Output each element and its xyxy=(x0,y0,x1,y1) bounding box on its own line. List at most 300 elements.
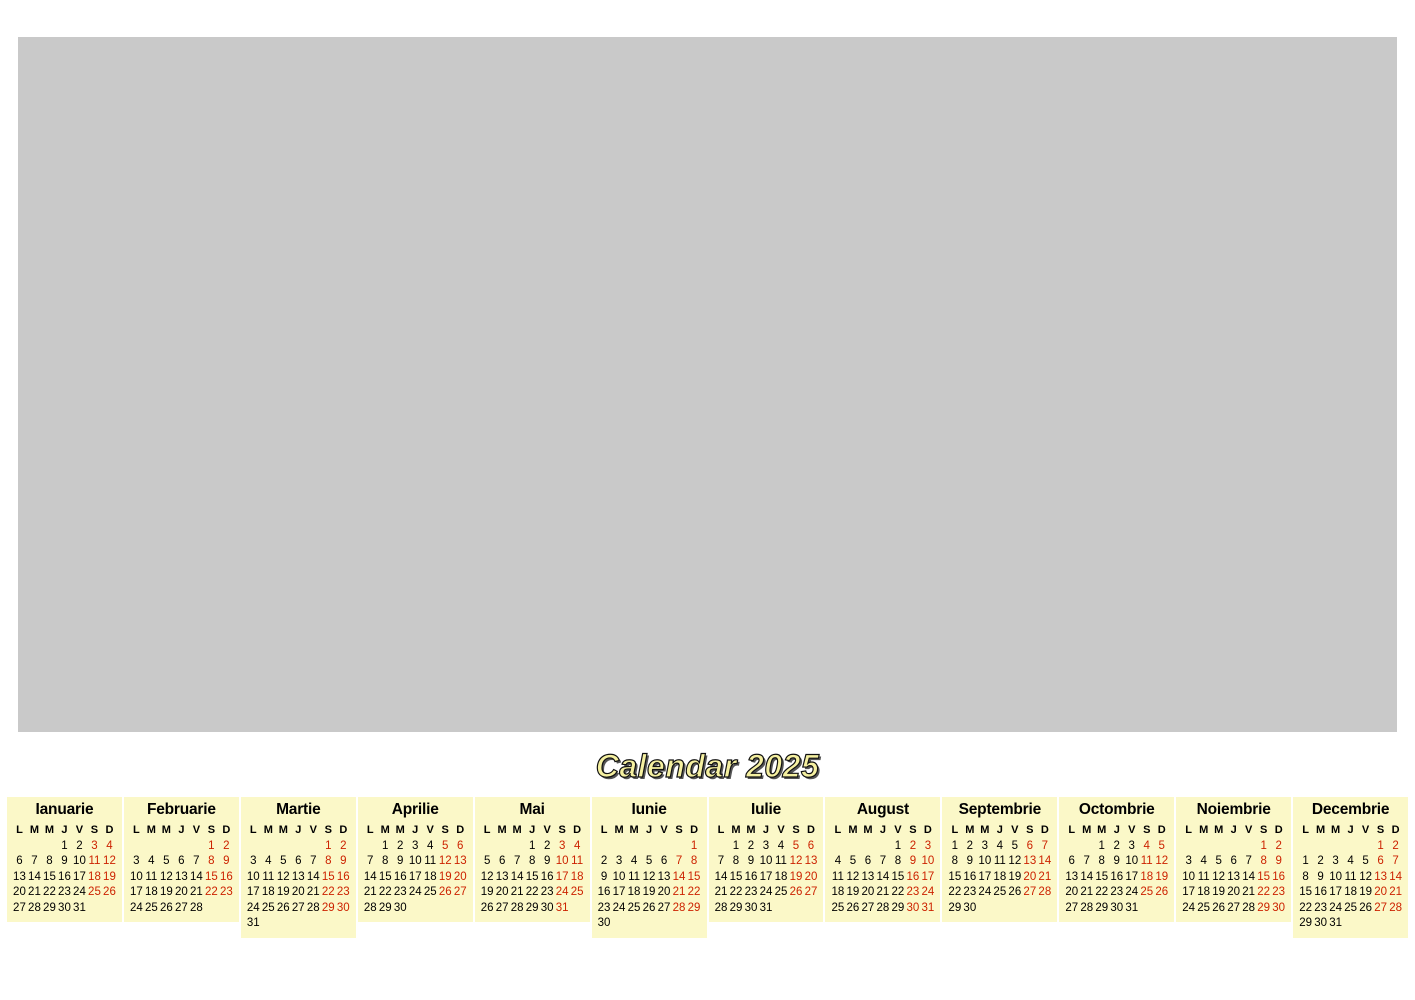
day-cell[interactable]: 5 xyxy=(645,855,653,867)
day-cell[interactable]: 2 xyxy=(909,839,917,852)
day-cell[interactable]: 19 xyxy=(1008,870,1022,883)
day-cell[interactable]: 1 xyxy=(208,839,215,852)
day-cell[interactable]: 29 xyxy=(891,901,905,914)
day-cell[interactable]: 19 xyxy=(276,886,290,898)
day-cell[interactable]: 2 xyxy=(600,855,608,867)
day-cell[interactable]: 12 xyxy=(789,855,803,867)
day-cell[interactable]: 8 xyxy=(690,855,698,867)
day-cell[interactable]: 28 xyxy=(28,901,41,914)
day-cell[interactable]: 22 xyxy=(729,886,743,898)
day-cell[interactable]: 18 xyxy=(774,870,788,883)
day-cell[interactable]: 6 xyxy=(864,855,872,867)
day-cell[interactable]: 26 xyxy=(480,901,494,914)
day-cell[interactable]: 5 xyxy=(1158,839,1165,852)
day-cell[interactable]: 20 xyxy=(1227,886,1241,898)
day-cell[interactable]: 9 xyxy=(223,855,230,867)
day-cell[interactable]: 23 xyxy=(1314,901,1327,914)
day-cell[interactable]: 22 xyxy=(204,886,218,898)
day-cell[interactable]: 16 xyxy=(906,870,920,883)
day-cell[interactable]: 6 xyxy=(457,839,464,852)
day-cell[interactable]: 15 xyxy=(687,870,701,883)
day-cell[interactable]: 16 xyxy=(540,870,554,883)
day-cell[interactable]: 17 xyxy=(555,870,569,883)
day-cell[interactable]: 13 xyxy=(13,870,26,883)
day-cell[interactable]: 28 xyxy=(876,901,890,914)
day-cell[interactable]: 9 xyxy=(61,855,68,867)
day-cell[interactable]: 28 xyxy=(1038,886,1052,898)
day-cell[interactable]: 6 xyxy=(807,839,815,852)
day-cell[interactable]: 17 xyxy=(978,870,992,883)
day-cell[interactable]: 20 xyxy=(1065,886,1079,898)
day-cell[interactable]: 2 xyxy=(1113,839,1120,852)
day-cell[interactable]: 29 xyxy=(948,901,962,914)
day-cell[interactable]: 27 xyxy=(657,901,671,914)
day-cell[interactable]: 9 xyxy=(600,870,608,883)
day-cell[interactable]: 13 xyxy=(861,870,875,883)
day-cell[interactable]: 22 xyxy=(687,886,701,898)
day-cell[interactable]: 7 xyxy=(675,855,683,867)
day-cell[interactable]: 19 xyxy=(159,886,173,898)
day-cell[interactable]: 8 xyxy=(528,855,536,867)
day-cell[interactable]: 22 xyxy=(525,886,539,898)
day-cell[interactable]: 29 xyxy=(378,901,392,914)
day-cell[interactable]: 22 xyxy=(43,886,56,898)
day-cell[interactable]: 4 xyxy=(1143,839,1150,852)
day-cell[interactable]: 12 xyxy=(1155,855,1169,867)
day-cell[interactable]: 5 xyxy=(280,855,287,867)
day-cell[interactable]: 26 xyxy=(642,901,656,914)
day-cell[interactable]: 25 xyxy=(1197,901,1211,914)
day-cell[interactable]: 10 xyxy=(978,855,992,867)
day-cell[interactable]: 20 xyxy=(1374,886,1387,898)
day-cell[interactable]: 9 xyxy=(1113,855,1120,867)
day-cell[interactable]: 18 xyxy=(144,886,158,898)
day-cell[interactable]: 6 xyxy=(1026,839,1034,852)
day-cell[interactable]: 2 xyxy=(397,839,404,852)
day-cell[interactable]: 13 xyxy=(174,870,188,883)
day-cell[interactable]: 30 xyxy=(393,901,407,914)
day-cell[interactable]: 29 xyxy=(321,901,335,914)
day-cell[interactable]: 26 xyxy=(1155,886,1169,898)
day-cell[interactable]: 20 xyxy=(1023,870,1037,883)
day-cell[interactable]: 18 xyxy=(1140,870,1154,883)
day-cell[interactable]: 21 xyxy=(306,886,320,898)
day-cell[interactable]: 15 xyxy=(204,870,218,883)
day-cell[interactable]: 8 xyxy=(382,855,389,867)
day-cell[interactable]: 7 xyxy=(513,855,521,867)
day-cell[interactable]: 18 xyxy=(627,886,641,898)
day-cell[interactable]: 12 xyxy=(480,870,494,883)
day-cell[interactable]: 12 xyxy=(642,870,656,883)
day-cell[interactable]: 15 xyxy=(43,870,56,883)
day-cell[interactable]: 29 xyxy=(729,901,743,914)
day-cell[interactable]: 18 xyxy=(423,870,437,883)
day-cell[interactable]: 16 xyxy=(58,870,71,883)
day-cell[interactable]: 24 xyxy=(1182,901,1196,914)
day-cell[interactable]: 26 xyxy=(159,901,173,914)
day-cell[interactable]: 20 xyxy=(174,886,188,898)
day-cell[interactable]: 30 xyxy=(906,901,920,914)
day-cell[interactable]: 17 xyxy=(612,886,626,898)
day-cell[interactable]: 1 xyxy=(1260,839,1267,852)
day-cell[interactable]: 1 xyxy=(732,839,740,852)
day-cell[interactable]: 24 xyxy=(129,901,143,914)
day-cell[interactable]: 9 xyxy=(1317,870,1324,883)
day-cell[interactable]: 22 xyxy=(1257,886,1271,898)
day-cell[interactable]: 19 xyxy=(103,870,116,883)
day-cell[interactable]: 10 xyxy=(129,870,143,883)
day-cell[interactable]: 12 xyxy=(1212,870,1226,883)
day-cell[interactable]: 4 xyxy=(834,855,842,867)
day-cell[interactable]: 23 xyxy=(393,886,407,898)
day-cell[interactable]: 27 xyxy=(1023,886,1037,898)
day-cell[interactable]: 26 xyxy=(1212,901,1226,914)
day-cell[interactable]: 25 xyxy=(774,886,788,898)
day-cell[interactable]: 29 xyxy=(43,901,56,914)
day-cell[interactable]: 20 xyxy=(453,870,467,883)
day-cell[interactable]: 10 xyxy=(1125,855,1139,867)
day-cell[interactable]: 7 xyxy=(31,855,38,867)
day-cell[interactable]: 22 xyxy=(321,886,335,898)
day-cell[interactable]: 22 xyxy=(891,886,905,898)
day-cell[interactable]: 25 xyxy=(1140,886,1154,898)
day-cell[interactable]: 1 xyxy=(1098,839,1105,852)
day-cell[interactable]: 18 xyxy=(1197,886,1211,898)
day-cell[interactable]: 9 xyxy=(543,855,551,867)
day-cell[interactable]: 17 xyxy=(129,886,143,898)
day-cell[interactable]: 26 xyxy=(1008,886,1022,898)
day-cell[interactable]: 15 xyxy=(891,870,905,883)
day-cell[interactable]: 18 xyxy=(993,870,1007,883)
day-cell[interactable]: 3 xyxy=(91,839,98,852)
day-cell[interactable]: 9 xyxy=(966,855,974,867)
day-cell[interactable]: 9 xyxy=(909,855,917,867)
day-cell[interactable]: 11 xyxy=(775,855,787,867)
day-cell[interactable]: 14 xyxy=(876,870,890,883)
day-cell[interactable]: 25 xyxy=(570,886,584,898)
day-cell[interactable]: 12 xyxy=(846,870,860,883)
day-cell[interactable]: 27 xyxy=(291,901,305,914)
day-cell[interactable]: 30 xyxy=(744,901,758,914)
day-cell[interactable]: 1 xyxy=(894,839,902,852)
day-cell[interactable]: 23 xyxy=(219,886,233,898)
day-cell[interactable]: 14 xyxy=(363,870,377,883)
day-cell[interactable]: 11 xyxy=(628,870,641,883)
day-cell[interactable]: 24 xyxy=(921,886,935,898)
day-cell[interactable]: 24 xyxy=(555,886,569,898)
day-cell[interactable]: 22 xyxy=(948,886,962,898)
day-cell[interactable]: 2 xyxy=(76,839,83,852)
day-cell[interactable]: 7 xyxy=(1245,855,1252,867)
day-cell[interactable]: 15 xyxy=(1299,886,1312,898)
day-cell[interactable]: 14 xyxy=(714,870,728,883)
day-cell[interactable]: 7 xyxy=(1392,855,1399,867)
day-cell[interactable]: 8 xyxy=(46,855,53,867)
day-cell[interactable]: 23 xyxy=(963,886,977,898)
day-cell[interactable]: 6 xyxy=(1377,855,1384,867)
day-cell[interactable]: 21 xyxy=(1242,886,1256,898)
day-cell[interactable]: 12 xyxy=(1359,870,1372,883)
day-cell[interactable]: 30 xyxy=(963,901,977,914)
day-cell[interactable]: 8 xyxy=(894,855,902,867)
day-cell[interactable]: 26 xyxy=(276,901,290,914)
day-cell[interactable]: 3 xyxy=(924,839,932,852)
day-cell[interactable]: 7 xyxy=(310,855,317,867)
day-cell[interactable]: 4 xyxy=(148,855,155,867)
day-cell[interactable]: 18 xyxy=(88,870,101,883)
day-cell[interactable]: 16 xyxy=(1272,870,1286,883)
day-cell[interactable]: 8 xyxy=(208,855,215,867)
day-cell[interactable]: 15 xyxy=(321,870,335,883)
day-cell[interactable]: 13 xyxy=(1374,870,1387,883)
day-cell[interactable]: 3 xyxy=(762,839,770,852)
day-cell[interactable]: 21 xyxy=(672,886,686,898)
day-cell[interactable]: 23 xyxy=(336,886,350,898)
day-cell[interactable]: 3 xyxy=(981,839,989,852)
day-cell[interactable]: 2 xyxy=(747,839,755,852)
day-cell[interactable]: 14 xyxy=(1389,870,1402,883)
day-cell[interactable]: 24 xyxy=(73,886,86,898)
day-cell[interactable]: 21 xyxy=(363,886,377,898)
day-cell[interactable]: 22 xyxy=(1095,886,1109,898)
day-cell[interactable]: 24 xyxy=(1125,886,1139,898)
day-cell[interactable]: 17 xyxy=(246,886,260,898)
day-cell[interactable]: 10 xyxy=(73,855,86,867)
day-cell[interactable]: 19 xyxy=(480,886,494,898)
day-cell[interactable]: 8 xyxy=(1098,855,1105,867)
day-cell[interactable]: 5 xyxy=(792,839,800,852)
day-cell[interactable]: 29 xyxy=(1095,901,1109,914)
day-cell[interactable]: 20 xyxy=(804,870,818,883)
day-cell[interactable]: 12 xyxy=(103,855,116,867)
day-cell[interactable]: 23 xyxy=(744,886,758,898)
day-cell[interactable]: 11 xyxy=(1140,855,1153,867)
day-cell[interactable]: 9 xyxy=(397,855,404,867)
day-cell[interactable]: 7 xyxy=(717,855,725,867)
day-cell[interactable]: 16 xyxy=(336,870,350,883)
day-cell[interactable]: 15 xyxy=(1095,870,1109,883)
day-cell[interactable]: 27 xyxy=(1374,901,1387,914)
day-cell[interactable]: 15 xyxy=(378,870,392,883)
day-cell[interactable]: 29 xyxy=(1257,901,1271,914)
day-cell[interactable]: 1 xyxy=(1377,839,1384,852)
day-cell[interactable]: 20 xyxy=(495,886,509,898)
day-cell[interactable]: 24 xyxy=(978,886,992,898)
day-cell[interactable]: 25 xyxy=(993,886,1007,898)
day-cell[interactable]: 4 xyxy=(777,839,785,852)
day-cell[interactable]: 27 xyxy=(13,901,26,914)
day-cell[interactable]: 19 xyxy=(1359,886,1372,898)
day-cell[interactable]: 14 xyxy=(28,870,41,883)
day-cell[interactable]: 6 xyxy=(16,855,23,867)
day-cell[interactable]: 15 xyxy=(525,870,539,883)
day-cell[interactable]: 8 xyxy=(325,855,332,867)
day-cell[interactable]: 10 xyxy=(246,870,260,883)
day-cell[interactable]: 15 xyxy=(1257,870,1271,883)
day-cell[interactable]: 14 xyxy=(1242,870,1256,883)
day-cell[interactable]: 28 xyxy=(363,901,377,914)
day-cell[interactable]: 22 xyxy=(378,886,392,898)
day-cell[interactable]: 5 xyxy=(442,839,449,852)
day-cell[interactable]: 23 xyxy=(597,901,611,914)
day-cell[interactable]: 24 xyxy=(408,886,422,898)
day-cell[interactable]: 20 xyxy=(291,886,305,898)
day-cell[interactable]: 20 xyxy=(13,886,26,898)
day-cell[interactable]: 3 xyxy=(1128,839,1135,852)
day-cell[interactable]: 29 xyxy=(687,901,701,914)
day-cell[interactable]: 27 xyxy=(453,886,467,898)
day-cell[interactable]: 21 xyxy=(28,886,41,898)
day-cell[interactable]: 2 xyxy=(543,839,551,852)
day-cell[interactable]: 1 xyxy=(382,839,389,852)
day-cell[interactable]: 19 xyxy=(438,870,452,883)
day-cell[interactable]: 7 xyxy=(367,855,374,867)
day-cell[interactable]: 23 xyxy=(540,886,554,898)
day-cell[interactable]: 26 xyxy=(846,901,860,914)
day-cell[interactable]: 10 xyxy=(1182,870,1196,883)
day-cell[interactable]: 14 xyxy=(1080,870,1094,883)
day-cell[interactable]: 2 xyxy=(1275,839,1282,852)
day-cell[interactable]: 13 xyxy=(495,870,509,883)
day-cell[interactable]: 4 xyxy=(265,855,272,867)
day-cell[interactable]: 5 xyxy=(483,855,491,867)
day-cell[interactable]: 23 xyxy=(1110,886,1124,898)
day-cell[interactable]: 25 xyxy=(627,901,641,914)
day-cell[interactable]: 25 xyxy=(144,901,158,914)
day-cell[interactable]: 14 xyxy=(189,870,203,883)
day-cell[interactable]: 13 xyxy=(291,870,305,883)
day-cell[interactable]: 4 xyxy=(573,839,581,852)
day-cell[interactable]: 11 xyxy=(1344,870,1357,883)
day-cell[interactable]: 5 xyxy=(1215,855,1222,867)
day-cell[interactable]: 4 xyxy=(106,839,113,852)
day-cell[interactable]: 5 xyxy=(849,855,857,867)
day-cell[interactable]: 11 xyxy=(831,870,844,883)
day-cell[interactable]: 31 xyxy=(555,901,569,914)
day-cell[interactable]: 18 xyxy=(570,870,584,883)
day-cell[interactable]: 4 xyxy=(630,855,638,867)
day-cell[interactable]: 5 xyxy=(163,855,170,867)
day-cell[interactable]: 16 xyxy=(219,870,233,883)
day-cell[interactable]: 1 xyxy=(325,839,332,852)
day-cell[interactable]: 14 xyxy=(510,870,524,883)
day-cell[interactable]: 4 xyxy=(1347,855,1354,867)
day-cell[interactable]: 11 xyxy=(1197,870,1210,883)
day-cell[interactable]: 12 xyxy=(159,870,173,883)
day-cell[interactable]: 6 xyxy=(1230,855,1237,867)
day-cell[interactable]: 23 xyxy=(58,886,71,898)
day-cell[interactable]: 27 xyxy=(804,886,818,898)
day-cell[interactable]: 27 xyxy=(861,901,875,914)
day-cell[interactable]: 13 xyxy=(804,855,818,867)
day-cell[interactable]: 7 xyxy=(193,855,200,867)
day-cell[interactable]: 16 xyxy=(597,886,611,898)
day-cell[interactable]: 24 xyxy=(759,886,773,898)
day-cell[interactable]: 25 xyxy=(1344,901,1357,914)
day-cell[interactable]: 11 xyxy=(993,855,1006,867)
day-cell[interactable]: 21 xyxy=(189,886,203,898)
day-cell[interactable]: 30 xyxy=(540,901,554,914)
day-cell[interactable]: 21 xyxy=(510,886,524,898)
day-cell[interactable]: 1 xyxy=(951,839,959,852)
day-cell[interactable]: 17 xyxy=(921,870,935,883)
day-cell[interactable]: 13 xyxy=(453,855,467,867)
day-cell[interactable]: 29 xyxy=(1299,917,1312,929)
day-cell[interactable]: 1 xyxy=(1302,855,1309,867)
day-cell[interactable]: 16 xyxy=(1110,870,1124,883)
day-cell[interactable]: 12 xyxy=(1008,855,1022,867)
day-cell[interactable]: 28 xyxy=(714,901,728,914)
day-cell[interactable]: 21 xyxy=(714,886,728,898)
day-cell[interactable]: 18 xyxy=(831,886,845,898)
day-cell[interactable]: 15 xyxy=(729,870,743,883)
day-cell[interactable]: 26 xyxy=(438,886,452,898)
day-cell[interactable]: 13 xyxy=(1023,855,1037,867)
day-cell[interactable]: 9 xyxy=(1275,855,1282,867)
day-cell[interactable]: 24 xyxy=(612,901,626,914)
day-cell[interactable]: 27 xyxy=(1227,901,1241,914)
day-cell[interactable]: 3 xyxy=(1185,855,1192,867)
day-cell[interactable]: 10 xyxy=(408,855,422,867)
day-cell[interactable]: 16 xyxy=(393,870,407,883)
day-cell[interactable]: 16 xyxy=(1314,886,1327,898)
day-cell[interactable]: 19 xyxy=(1212,886,1226,898)
day-cell[interactable]: 14 xyxy=(1038,855,1052,867)
day-cell[interactable]: 31 xyxy=(73,901,86,914)
day-cell[interactable]: 19 xyxy=(846,886,860,898)
day-cell[interactable]: 2 xyxy=(223,839,230,852)
day-cell[interactable]: 23 xyxy=(1272,886,1286,898)
day-cell[interactable]: 1 xyxy=(528,839,536,852)
day-cell[interactable]: 5 xyxy=(1011,839,1019,852)
day-cell[interactable]: 28 xyxy=(306,901,320,914)
day-cell[interactable]: 11 xyxy=(571,855,584,867)
day-cell[interactable]: 5 xyxy=(1362,855,1369,867)
day-cell[interactable]: 19 xyxy=(789,870,803,883)
day-cell[interactable]: 9 xyxy=(340,855,347,867)
day-cell[interactable]: 31 xyxy=(921,901,935,914)
day-cell[interactable]: 31 xyxy=(246,917,260,929)
day-cell[interactable]: 30 xyxy=(1272,901,1286,914)
day-cell[interactable]: 9 xyxy=(747,855,755,867)
day-cell[interactable]: 31 xyxy=(1329,917,1342,929)
day-cell[interactable]: 24 xyxy=(1329,901,1342,914)
day-cell[interactable]: 10 xyxy=(612,870,626,883)
day-cell[interactable]: 6 xyxy=(660,855,668,867)
day-cell[interactable]: 21 xyxy=(876,886,890,898)
day-cell[interactable]: 10 xyxy=(555,855,569,867)
day-cell[interactable]: 8 xyxy=(1260,855,1267,867)
day-cell[interactable]: 11 xyxy=(424,855,437,867)
day-cell[interactable]: 27 xyxy=(174,901,188,914)
day-cell[interactable]: 16 xyxy=(744,870,758,883)
day-cell[interactable]: 28 xyxy=(1242,901,1256,914)
day-cell[interactable]: 25 xyxy=(261,901,275,914)
day-cell[interactable]: 17 xyxy=(1182,886,1196,898)
day-cell[interactable]: 28 xyxy=(510,901,524,914)
day-cell[interactable]: 20 xyxy=(861,886,875,898)
day-cell[interactable]: 28 xyxy=(1389,901,1402,914)
day-cell[interactable]: 24 xyxy=(246,901,260,914)
day-cell[interactable]: 18 xyxy=(261,886,275,898)
day-cell[interactable]: 20 xyxy=(657,886,671,898)
day-cell[interactable]: 3 xyxy=(558,839,566,852)
day-cell[interactable]: 6 xyxy=(178,855,185,867)
day-cell[interactable]: 8 xyxy=(951,855,959,867)
day-cell[interactable]: 31 xyxy=(1125,901,1139,914)
day-cell[interactable]: 29 xyxy=(525,901,539,914)
day-cell[interactable]: 17 xyxy=(408,870,422,883)
